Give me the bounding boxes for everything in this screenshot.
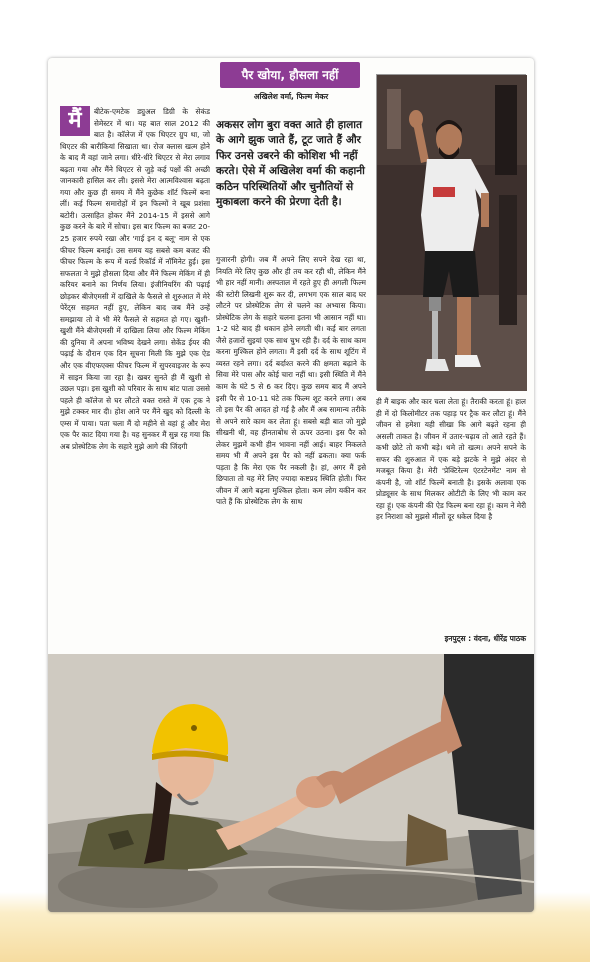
article-column-2: गुजारनी होगी। जब मैं अपने लिए सपने देख रहा था, नियति मेरे लिए कुछ और ही तय कर रही थी, लेकिन मैंने भी हार नहीं मानी। अस्पताल में रहते हुए ही अगली फिल्म की स्टोरी लिखनी शुरू कर दी, लगभग एक साल बाद घर लौटने पर प्रोस्थेटिक लेग से चलने का अभ्यास किया। प्रोस्थेटिक लेग के सहारे चलना इतना भी आसान नहीं था। 1-2 घंटे बाद ही थकान होने लगती थी। कई बार लगता जैसे हजारों सुइयां एक साथ चुभ रही हैं। दर्द के साथ काम करना मुश्किल होने लगता। मैं इसी दर्द के साथ शूटिंग में व्यस्त रहने लगा। दर्द बर्दाश्त करने की क्षमता बढ़ाने के सिवा मेरे पास और कोई चारा नहीं था। इसी स्थिति में मैंने काम के घंटे 5 से 6 कर दिए। कुछ समय बाद मैं अपने इसी पैर से 10-11 घंटे तक फिल्म शूट करने लगा। अब तो इस पैर की आदत हो गई है और मैं अब सामान्य तरीके से अपने सारे काम कर लेता हूं। सबसे बड़ी बात जो मुझे सीखनी थी, वह हीनताबोध से ऊपर उठना। इस पैर को लेकर मुझमें कभी हीन भावना नहीं आई। बाहर निकलते समय भी मैं अपने इस पैर को नहीं ढकता। क्या फर्क पड़ता है कि मेरा एक पैर नकली है। हां, अगर मैं इसे छिपाता तो यह मेरे लिए ज्यादा कष्टप्रद स्थिति होती। फिर जीवन में आगे बढ़ना मुश्किल होता। कम लोग यकीन कर पाते हैं कि प्रोस्थेटिक लेग के साथ — [216, 255, 366, 507]
man-with-prosthetic-leg-photo — [376, 74, 526, 390]
column-1-text: बीटेक-एमटेक ड्युअल डिग्री के सेकंड सेमेस्टर में था। यह बात साल 2012 की बात है। कॉलेज में एक थिएटर ग्रुप था, जो थिएटर की बारीकियां सिखाता था। रोज क्लास खत्म होने के बाद मैं वहां जाने लगा। धीरे-धीरे थिएटर से मेरा लगाव बढ़ता गया और मैंने थिएटर से जुड़े कई पक्षों की अच्छी जानकारी हासिल कर ली। इससे मेरा आत्मविश्वास बढ़ता गया और कुछ ही समय में मैंने कुछेक शॉर्ट फिल्में बना लीं। कई फिल्म समारोहों में इन फिल्मों ने खूब प्रशंसा बटोरी। उत्साहित होकर मैंने 2014-15 में इससे आगे कुछ करने के बारे में सोचा। इस बार फिल्म का बजट 20-25 हजार रुपये रखा और 'गाई इन द बलू' नाम से एक फीचर फिल्म बनाई। उस समय यह सबसे कम बजट की फीचर फिल्म के रूप में वर्ल्ड रिकॉर्ड में नॉमिनेट हुई। इस सफलता ने मुझे हौसला दिया और मैंने फिल्म मेकिंग में ही करियर बनाने का निर्णय लिया। इंजीनियरिंग की पढ़ाई छोड़कर बीजेएमसी में दाखिले के फैसले से शुरुआत में मेरे पेरेंट्स सहमत नहीं हुए, लेकिन बाद जब मैंने उन्हें समझाया तो वे भी मेरे फैसले से सहमत हो गए। खुशी-खुशी मैंने बीजेएमसी में दाखिला लिया और फिल्म मेकिंग की दुनिया में अपना भविष्य देखने लगा। सेकेंड ईयर की पढ़ाई के दौरान एक दिन सूचना मिली कि मुझे एक ऐड और एक वीएफएक्स फीचर फिल्म में सुपरवाइजर के रूप में साइन किया जा रहा है। खबर सुनते ही मैं खुशी से उछल पड़ा। इस खुशी को परिवार के साथ बांट पाता उससे पहले ही कॉलेज से घर लौटते वक्त रास्ते में एक ट्रक ने मुझे टक्कर मार दी। होश आने पर मैंने खुद को दिल्ली के एम्स में पाया। पता चला मैं दो महीने से वहां हूं और मेरा एक पैर काट दिया गया है। यह सुनकर मैं सुन्न रह गया कि अब प्रोस्थेटिक लेग के सहारे मुझे आगे की जिंदगी — [60, 107, 210, 451]
lead-paragraph: अकसर लोग बुरा वक्त आते ही हालात के आगे झुक जाते हैं, टूट जाते हैं और फिर उनसे उबरने की कोशिश भी नहीं करते। ऐसे में अखिलेश वर्मा की कहानी कठिन परिस्थितियों और चुनौतियों से मुकाबला करने की प्रेरणा देती है। — [216, 119, 365, 209]
magazine-page — [48, 58, 534, 912]
prosthetic-photo-illustration — [377, 75, 527, 391]
byline: अखिलेश वर्मा, फिल्म मेकर — [253, 92, 329, 101]
climbers-illustration — [48, 654, 534, 912]
article-column-1 — [60, 106, 210, 706]
article-column-3: ही मैं बाइक और कार चला लेता हूं। तैराकी करता हूं। हाल ही में दो किलोमीटर तक पहाड़ पर ट्रैक कर लौटा हूं। मैंने जीवन से हमेशा यही सीखा कि आगे बढ़ते रहना ही असली ताकत है। जीवन में उतार-चढ़ाव तो आते रहते हैं। कभी छोटे तो कभी बड़े। थमे तो खत्म। अपने सपने के सफर की शुरुआत में एक बड़े झटके ने मुझे अंदर से मजबूत किया है। मेरी 'प्रेक्टिरेल्म एंटरटेनमेंट' नाम से कंपनी है, जो शॉर्ट फिल्में बनाती है। इसके अलावा एक प्रोड्यूसर के साथ मिलकर ओटीटी के लिए भी काम कर रहा हूं। एक कंपनी की ऐड फिल्म बना रहा हूं। काम ने मेरी हर निराशा को मुझसे मीलों दूर धकेल दिया है — [376, 397, 526, 522]
input-credits: इनपुट्स : वंदना, धीरेंद्र पाठक — [444, 634, 526, 643]
climbers-helping-hand-photo — [48, 654, 534, 912]
drop-cap: मैं — [60, 106, 90, 136]
headline: पैर खोया, हौसला नहीं — [220, 62, 360, 88]
